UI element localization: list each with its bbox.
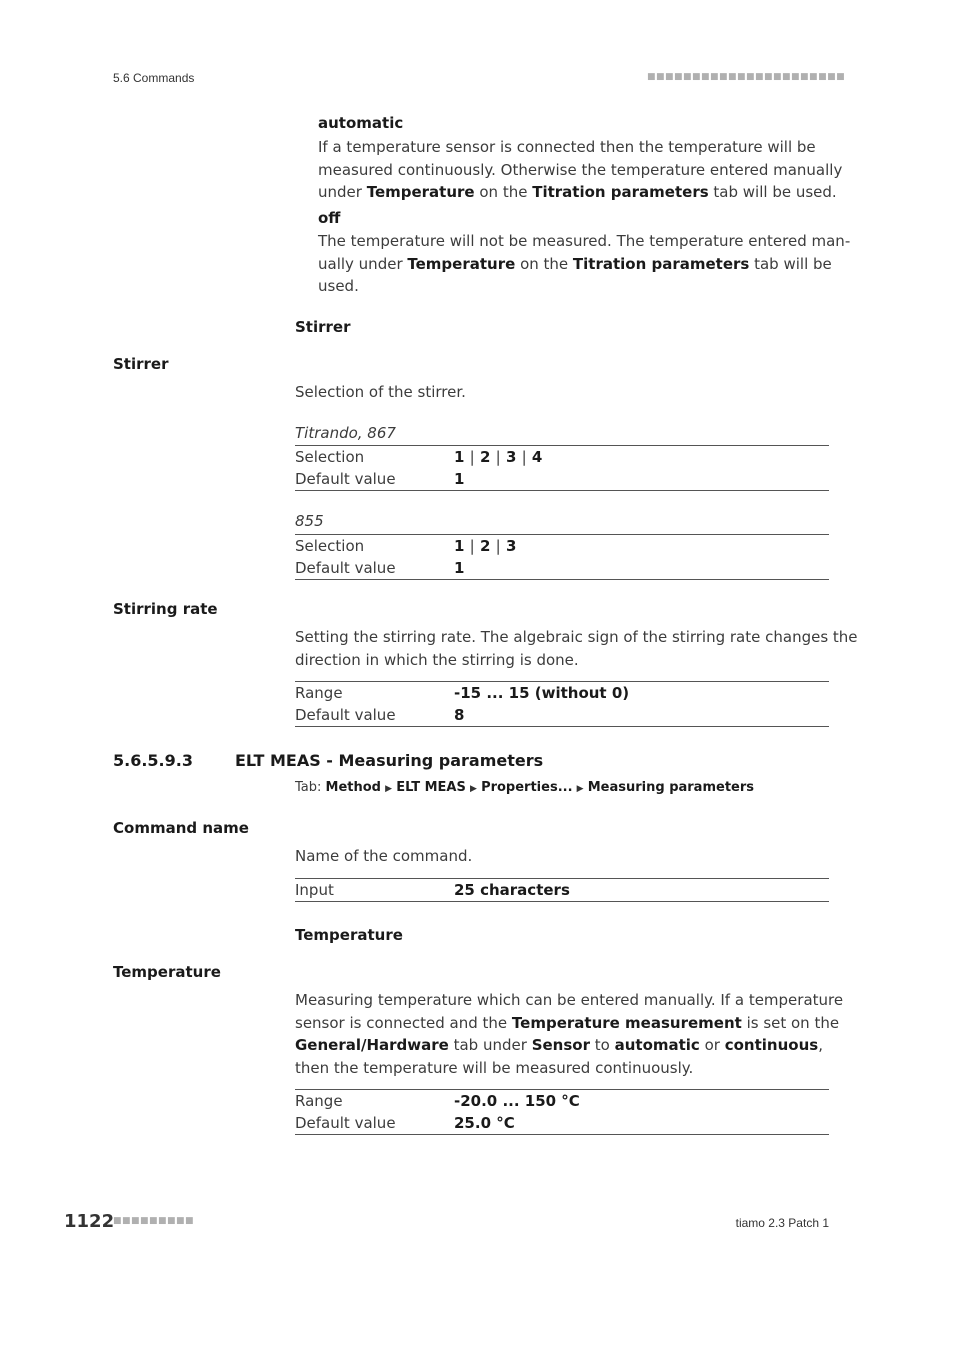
table-row: Default value 1 [295,470,465,488]
stirrer-variant2-name: 855 [295,512,324,530]
temperature-label: Temperature [113,963,221,981]
table-row: Selection 1 | 2 | 3 [295,537,517,555]
table-row: Default value 25.0 °C [295,1114,515,1132]
stirrer-label: Stirrer [113,355,169,373]
table-row: Input 25 characters [295,881,570,899]
command-name-table [295,878,829,902]
section-number: 5.6.5.9.3 [113,751,193,770]
table-row: Default value 8 [295,706,465,724]
running-header-dots: ■■■■■■■■■■■■■■■■■■■■■■ [647,72,846,82]
section-title: ELT MEAS - Measuring parameters [235,751,544,770]
table-row: Default value 1 [295,559,465,577]
command-name-label: Command name [113,819,249,837]
footer-product: tiamo 2.3 Patch 1 [735,1216,829,1230]
stirrer-variant1-table [295,445,829,491]
off-term: off [318,209,341,227]
stirring-rate-description: Setting the stirring rate. The algebraic sign of the stirring rate changes the direction in which the stirring is done. [295,628,858,669]
stirrer-group-heading: Stirrer [295,318,351,336]
temperature-group-heading: Temperature [295,926,403,944]
off-description: The temperature will not be measured. The temperature entered man- ually under Temperature on the Titration parameters tab will be used. [318,232,851,295]
tab-path: Tab: Method ▶ ELT MEAS ▶ Properties... ▶ Measuring parameters [295,780,754,795]
command-name-description: Name of the command. [295,847,473,865]
footer-dots: ■■■■■■■■■ [113,1216,195,1226]
automatic-term: automatic [318,114,404,132]
temperature-description: Measuring temperature which can be entered manually. If a temperature sensor is connected and the Temperature measurement is set on the General/Hardware tab under Sensor to automatic or continuous, then the temperature will be measured continuously. [295,991,844,1077]
stirring-rate-table [295,681,829,727]
stirrer-variant1-name: Titrando, 867 [295,424,396,442]
arrow-icon: ▶ [470,784,477,794]
table-row: Range -15 ... 15 (without 0) [295,684,630,702]
arrow-icon: ▶ [385,784,393,794]
arrow-icon: ▶ [576,784,584,794]
stirring-rate-label: Stirring rate [113,600,218,618]
stirrer-description: Selection of the stirrer. [295,383,466,401]
automatic-description: If a temperature sensor is connected then the temperature will be measured continuously. Otherwise the temperature entered manually under Temperature on the Titration parameters tab will be used. [318,138,843,201]
page-number: 1122 [64,1211,115,1232]
stirrer-variant2-table [295,534,829,580]
table-row: Range -20.0 ... 150 °C [295,1092,580,1110]
table-row: Selection 1 | 2 | 3 | 4 [295,448,543,466]
running-header-section: 5.6 Commands [113,71,195,85]
temperature-table [295,1089,829,1135]
